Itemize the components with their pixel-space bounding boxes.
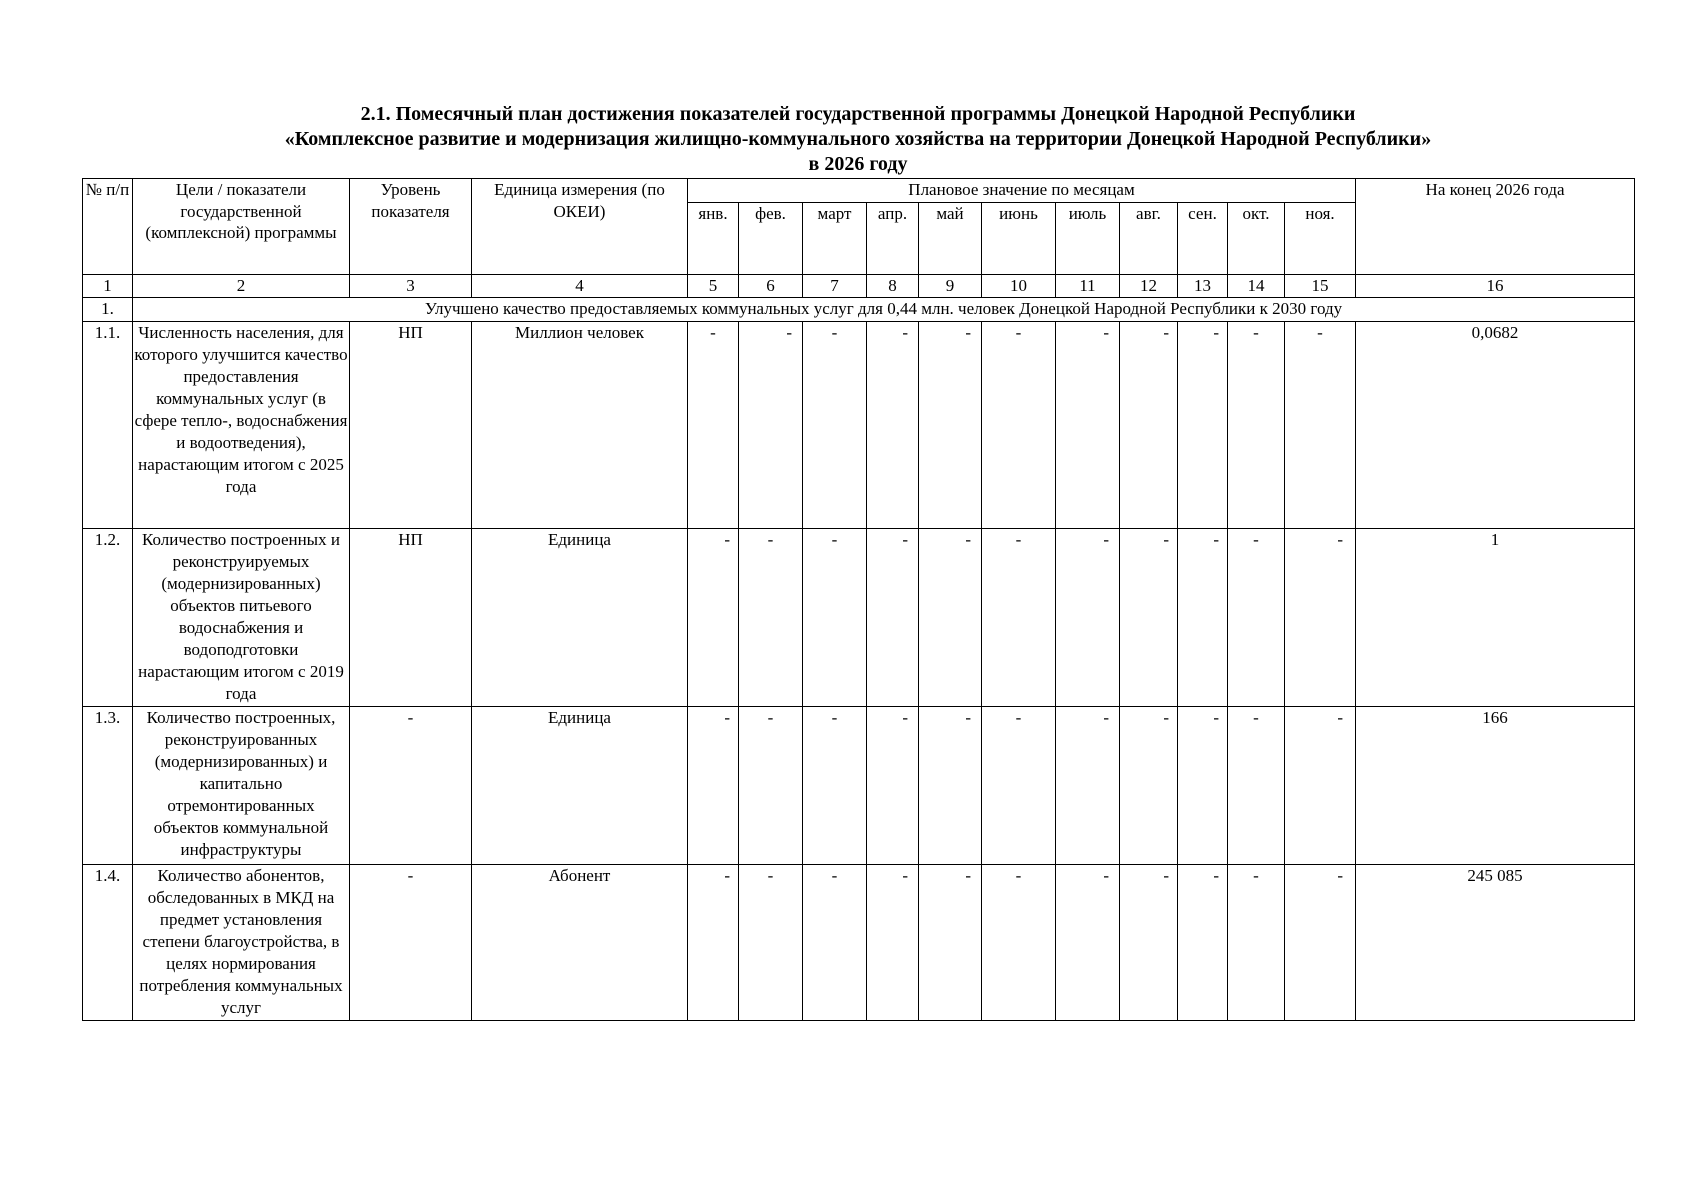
- month-value: -: [982, 864, 1056, 1020]
- column-number: 1: [83, 275, 133, 298]
- month-value: -: [1056, 528, 1120, 706]
- goal-text: Улучшено качество предоставляемых коммунальных услуг для 0,44 млн. человек Донецкой Народной Республики к 2030 году: [133, 297, 1635, 321]
- month-value: -: [919, 864, 982, 1020]
- month-value: -: [1285, 528, 1356, 706]
- month-value: -: [919, 706, 982, 864]
- column-number: 12: [1120, 275, 1178, 298]
- row-number: 1.2.: [83, 528, 133, 706]
- month-value: -: [919, 321, 982, 528]
- header-month-aug: авг.: [1120, 203, 1178, 275]
- indicator-unit: Абонент: [472, 864, 688, 1020]
- row-number: 1.3.: [83, 706, 133, 864]
- header-col-unit: Единица измерения (по ОКЕИ): [472, 179, 688, 275]
- column-number: 16: [1356, 275, 1635, 298]
- column-number: 7: [803, 275, 867, 298]
- header-month-jul: июль: [1056, 203, 1120, 275]
- month-value: -: [1178, 864, 1228, 1020]
- header-col-level: Уровень показателя: [350, 179, 472, 275]
- header-month-apr: апр.: [867, 203, 919, 275]
- column-number: 6: [739, 275, 803, 298]
- title-line-1: 2.1. Помесячный план достижения показателей государственной программы Донецкой Народной Республики: [360, 103, 1356, 125]
- month-value: -: [982, 706, 1056, 864]
- column-number: 8: [867, 275, 919, 298]
- end-of-year-value: 166: [1356, 706, 1635, 864]
- column-number: 9: [919, 275, 982, 298]
- month-value: -: [1056, 706, 1120, 864]
- indicator-name: Количество абонентов, обследованных в МКД на предмет установления степени благоустройства, в целях нормирования потребления коммунальных услуг: [133, 864, 350, 1020]
- indicator-level: НП: [350, 321, 472, 528]
- indicator-unit: Единица: [472, 528, 688, 706]
- column-number: 13: [1178, 275, 1228, 298]
- end-of-year-value: 0,0682: [1356, 321, 1635, 528]
- month-value: -: [739, 528, 803, 706]
- row-number: 1.4.: [83, 864, 133, 1020]
- month-value: -: [1178, 321, 1228, 528]
- indicator-level: -: [350, 706, 472, 864]
- column-number: 3: [350, 275, 472, 298]
- header-month-sep: сен.: [1178, 203, 1228, 275]
- month-value: -: [688, 864, 739, 1020]
- title-line-2: «Комплексное развитие и модернизация жилищно-коммунального хозяйства на территории Донецкой Народной Республики»: [284, 128, 1432, 150]
- header-month-mar: март: [803, 203, 867, 275]
- row-number: 1.1.: [83, 321, 133, 528]
- column-number: 2: [133, 275, 350, 298]
- month-value: -: [1285, 706, 1356, 864]
- month-value: -: [803, 864, 867, 1020]
- month-value: -: [1228, 321, 1285, 528]
- month-value: -: [688, 528, 739, 706]
- month-value: -: [982, 321, 1056, 528]
- table-row: [83, 864, 1635, 1020]
- goal-row: [83, 297, 1635, 321]
- column-number: 11: [1056, 275, 1120, 298]
- header-col-plan: Плановое значение по месяцам: [688, 179, 1356, 203]
- title-line-3: в 2026 году: [808, 153, 908, 175]
- end-of-year-value: 245 085: [1356, 864, 1635, 1020]
- indicator-level: -: [350, 864, 472, 1020]
- column-number: 10: [982, 275, 1056, 298]
- monthly-plan-table: [82, 178, 1635, 1021]
- month-value: -: [1056, 864, 1120, 1020]
- header-month-jun: июнь: [982, 203, 1056, 275]
- month-value: -: [803, 706, 867, 864]
- header-row-1: [83, 179, 1635, 203]
- month-value: -: [1120, 706, 1178, 864]
- column-number: 14: [1228, 275, 1285, 298]
- column-number: 4: [472, 275, 688, 298]
- column-number-row: [83, 275, 1635, 298]
- header-month-feb: фев.: [739, 203, 803, 275]
- header-col-goal: Цели / показатели государственной (комплексной) программы: [133, 179, 350, 275]
- month-value: -: [1178, 528, 1228, 706]
- month-value: -: [803, 321, 867, 528]
- month-value: -: [1120, 321, 1178, 528]
- header-col-num: № п/п: [83, 179, 133, 275]
- month-value: -: [1056, 321, 1120, 528]
- header-month-oct: окт.: [1228, 203, 1285, 275]
- month-value: -: [867, 706, 919, 864]
- indicator-unit: Единица: [472, 706, 688, 864]
- indicator-unit: Миллион человек: [472, 321, 688, 528]
- indicator-name: Численность населения, для которого улучшится качество предоставления коммунальных услуг (в сфере тепло-, водоснабжения и водоотведения), нарастающим итогом с 2025 года: [133, 321, 350, 528]
- month-value: -: [867, 528, 919, 706]
- month-value: -: [688, 321, 739, 528]
- month-value: -: [1228, 706, 1285, 864]
- document-title: [82, 102, 1634, 177]
- month-value: -: [688, 706, 739, 864]
- header-month-may: май: [919, 203, 982, 275]
- column-number: 15: [1285, 275, 1356, 298]
- table-row: [83, 321, 1635, 528]
- month-value: -: [1285, 321, 1356, 528]
- header-month-jan: янв.: [688, 203, 739, 275]
- month-value: -: [739, 321, 803, 528]
- month-value: -: [1178, 706, 1228, 864]
- month-value: -: [803, 528, 867, 706]
- table-row: [83, 528, 1635, 706]
- indicator-name: Количество построенных и реконструируемых (модернизированных) объектов питьевого водоснабжения и водоподготовки нарастающим итогом с 2019 года: [133, 528, 350, 706]
- indicator-level: НП: [350, 528, 472, 706]
- end-of-year-value: 1: [1356, 528, 1635, 706]
- month-value: -: [1228, 528, 1285, 706]
- table-row: [83, 706, 1635, 864]
- month-value: -: [867, 321, 919, 528]
- month-value: -: [1120, 864, 1178, 1020]
- month-value: -: [739, 864, 803, 1020]
- indicator-name: Количество построенных, реконструированных (модернизированных) и капитально отремонтированных объектов коммунальной инфраструктуры: [133, 706, 350, 864]
- header-col-end: На конец 2026 года: [1356, 179, 1635, 275]
- column-number: 5: [688, 275, 739, 298]
- month-value: -: [919, 528, 982, 706]
- month-value: -: [867, 864, 919, 1020]
- month-value: -: [982, 528, 1056, 706]
- header-month-nov: ноя.: [1285, 203, 1356, 275]
- goal-number: 1.: [83, 297, 133, 321]
- month-value: -: [1228, 864, 1285, 1020]
- month-value: -: [1285, 864, 1356, 1020]
- month-value: -: [739, 706, 803, 864]
- month-value: -: [1120, 528, 1178, 706]
